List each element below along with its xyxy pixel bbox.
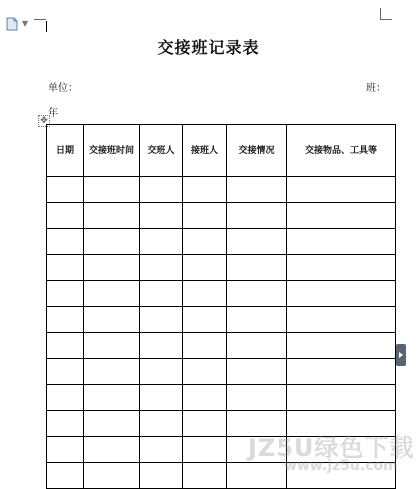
table-cell[interactable]: [287, 255, 396, 281]
table-cell[interactable]: [287, 203, 396, 229]
table-cell[interactable]: [287, 385, 396, 411]
margin-corner-mark-right: [380, 19, 392, 20]
table-cell[interactable]: [183, 437, 227, 463]
table-cell[interactable]: [227, 463, 287, 489]
table-cell[interactable]: [140, 333, 183, 359]
table-cell[interactable]: [227, 229, 287, 255]
table-row: [47, 359, 396, 385]
table-cell[interactable]: [227, 255, 287, 281]
table-cell[interactable]: [47, 411, 84, 437]
table-cell[interactable]: [287, 359, 396, 385]
table-cell[interactable]: [183, 307, 227, 333]
table-cell[interactable]: [47, 177, 84, 203]
table-cell[interactable]: [47, 255, 84, 281]
table-cell[interactable]: [84, 359, 140, 385]
table-row: [47, 385, 396, 411]
table-row: [47, 177, 396, 203]
table-row: [47, 333, 396, 359]
table-cell[interactable]: [287, 229, 396, 255]
table-cell[interactable]: [140, 307, 183, 333]
document-icon[interactable]: [4, 17, 20, 31]
table-cell[interactable]: [183, 177, 227, 203]
table-cell[interactable]: [287, 177, 396, 203]
table-cell[interactable]: [183, 229, 227, 255]
table-cell[interactable]: [227, 203, 287, 229]
table-cell[interactable]: [140, 203, 183, 229]
table-cell[interactable]: [140, 255, 183, 281]
table-cell[interactable]: [227, 281, 287, 307]
table-cell[interactable]: [47, 437, 84, 463]
table-cell[interactable]: [227, 177, 287, 203]
column-header[interactable]: 接班人: [183, 125, 227, 177]
table-cell[interactable]: [287, 333, 396, 359]
column-header[interactable]: 交接物品、工具等: [287, 125, 396, 177]
side-panel-toggle[interactable]: [396, 344, 406, 366]
table-cell[interactable]: [183, 411, 227, 437]
table-row: [47, 255, 396, 281]
table-cell[interactable]: [287, 281, 396, 307]
table-cell[interactable]: [183, 463, 227, 489]
table-row: [47, 229, 396, 255]
table-cell[interactable]: [140, 463, 183, 489]
shift-label: 班：: [366, 83, 386, 94]
table-cell[interactable]: [84, 307, 140, 333]
watermark: JZ5U绿色下载: [248, 434, 415, 462]
table-cell[interactable]: [183, 333, 227, 359]
table-cell[interactable]: [47, 359, 84, 385]
chevron-down-icon[interactable]: ▼: [22, 19, 29, 28]
table-cell[interactable]: [183, 281, 227, 307]
table-cell[interactable]: [287, 307, 396, 333]
table-cell[interactable]: [227, 307, 287, 333]
column-header[interactable]: 交接班时间: [84, 125, 140, 177]
table-cell[interactable]: [84, 255, 140, 281]
table-cell[interactable]: [47, 333, 84, 359]
table-cell[interactable]: [140, 411, 183, 437]
table-cell[interactable]: [84, 229, 140, 255]
table-cell[interactable]: [84, 385, 140, 411]
unit-label: 单位：: [48, 83, 78, 94]
table-cell[interactable]: [183, 359, 227, 385]
column-header[interactable]: 交接情况: [227, 125, 287, 177]
table-cell[interactable]: [140, 281, 183, 307]
table-cell[interactable]: [227, 333, 287, 359]
table-cell[interactable]: [227, 385, 287, 411]
table-cell[interactable]: [47, 463, 84, 489]
table-row: [47, 281, 396, 307]
table-move-handle-icon[interactable]: ✥: [38, 115, 50, 127]
table-cell[interactable]: [84, 411, 140, 437]
table-row: [47, 307, 396, 333]
page-title: 交接班记录表: [157, 38, 260, 57]
table-cell[interactable]: [47, 385, 84, 411]
table-cell[interactable]: [47, 229, 84, 255]
table-cell[interactable]: [140, 229, 183, 255]
margin-corner-mark-right-vertical: [380, 8, 381, 20]
table-cell[interactable]: [140, 359, 183, 385]
table-cell[interactable]: [183, 255, 227, 281]
table-cell[interactable]: [47, 203, 84, 229]
table-cell[interactable]: [47, 281, 84, 307]
table-cell[interactable]: [140, 437, 183, 463]
column-header[interactable]: 日期: [47, 125, 84, 177]
table-cell[interactable]: [84, 437, 140, 463]
table-cell[interactable]: [84, 333, 140, 359]
table-cell[interactable]: [183, 203, 227, 229]
table-cell[interactable]: [84, 463, 140, 489]
table-cell[interactable]: [84, 281, 140, 307]
column-header[interactable]: 交班人: [140, 125, 183, 177]
table-cell[interactable]: [47, 307, 84, 333]
table-cell[interactable]: [84, 177, 140, 203]
table-cell[interactable]: [140, 177, 183, 203]
year-label: 年: [48, 108, 58, 119]
table-cell[interactable]: [183, 385, 227, 411]
table-cell[interactable]: [140, 385, 183, 411]
table-cell[interactable]: [84, 203, 140, 229]
watermark-url: www.jz5u.com: [284, 458, 398, 474]
margin-corner-mark: [34, 19, 46, 20]
table-header-row: [47, 125, 396, 177]
text-cursor: [46, 21, 47, 32]
table-cell[interactable]: [227, 359, 287, 385]
table-row: [47, 203, 396, 229]
